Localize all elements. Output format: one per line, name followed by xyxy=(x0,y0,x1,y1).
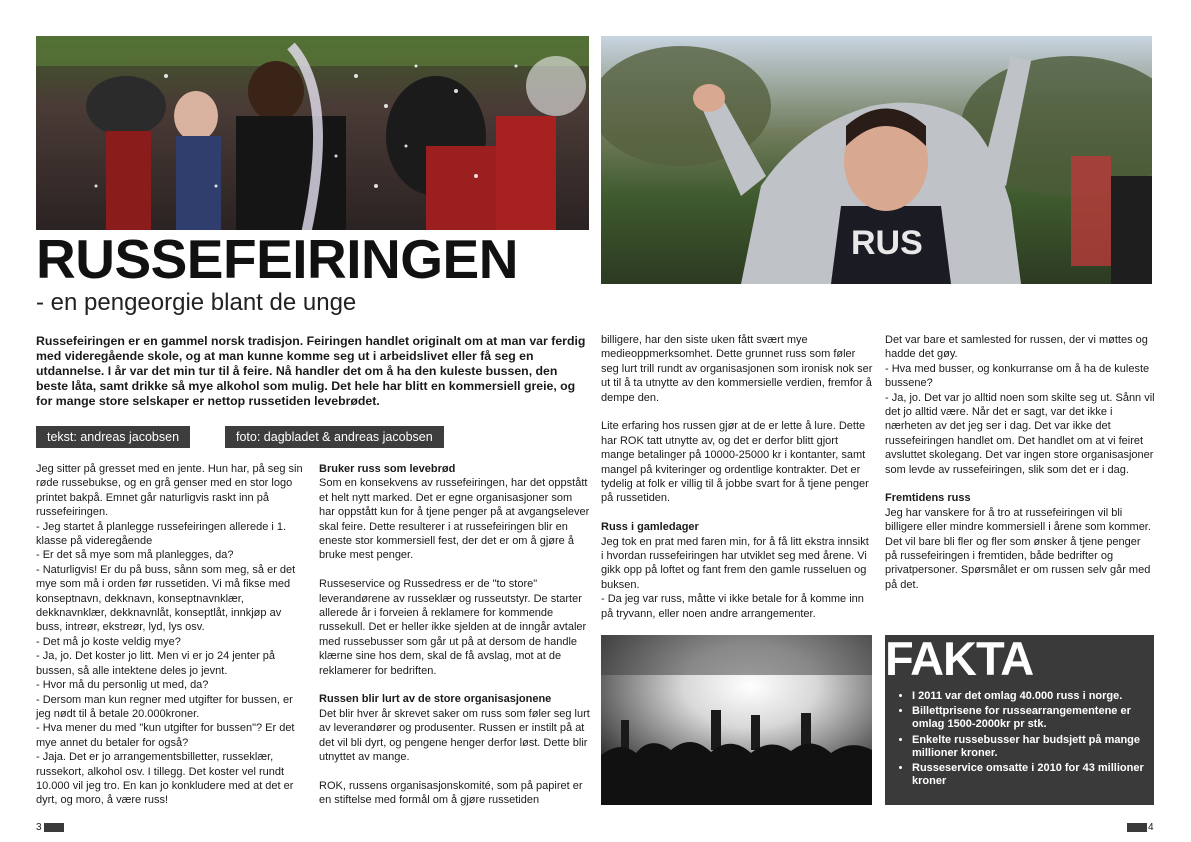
body-paragraph: ROK, russens organisasjonskomité, som på papiret er en stiftelse med formål om å gjøre russetiden xyxy=(319,779,583,807)
body-paragraph: Som en konsekvens av russefeiringen, har det oppstått et helt nytt marked. Det er egne organisasjoner som har oppstått kun for å tjene penger på at avgangselever skal feire. Dette resulterer i at russefeiringen blir en eneste stor kommersiell fest, der det er om å gjøre å bruke mest penger. xyxy=(319,477,590,562)
body-paragraph: Det var bare et samlested for russen, der vi møttes og hadde det gøy. - Hva med busser, og konkurranse om å ha de kuleste bussene? - Ja, jo. Det var jo alltid noen som skilte seg ut. Sånn vil det jo alltid være. Når det er sagt, var det ikke i nærheten av det jeg ser i dag. Det var ikke det russefeiringen handlet om. Det handlet om at vi feiret avsluttet skolegang. Det var ingen store organisasjoner som levde av russefeiringen, slik som det er i dag. xyxy=(885,334,1155,476)
article-title: RUSSEFEIRINGEN xyxy=(36,230,589,288)
page-number-right: 4 xyxy=(1148,822,1154,833)
page-bar-left xyxy=(44,823,64,832)
girl-in-hoodie-photo xyxy=(601,36,1152,284)
body-column-3 xyxy=(601,333,873,635)
fakta-item: • Billettprisene for russearrangementene er omlag 1500-2000kr pr stk. xyxy=(912,705,1162,731)
lead-paragraph: Russefeiringen er en gammel norsk tradisjon. Feiringen handlet originalt om at man var ferdig med videregående skole, og at man kunne komme seg ut i arbeidslivet eller få seg en utdannelse. I år var det min tur til å feire. Nå handler det om å ha den kuleste bussen, den beste låta, samt drikke så mye alkohol som mulig. Det hele har blitt en kommersiell greie, og for mange store selskaper er nettop russetiden levebrødet. xyxy=(36,334,586,409)
body-paragraph: Jeg har vanskere for å tro at russefeiringen vil bli billigere eller mindre kommersiell i årene som kommer. Det vil bare bli fler og fler som ønsker å tjene penger på russefeiringen i fremtiden, både bedrifter og privatpersoner. Spørsmålet er om russen selv går med på det. xyxy=(885,506,1151,591)
body-paragraph: Det blir hver år skrevet saker om russ som føler seg lurt av leverandører og produsenter. Russen er instilt på at det vil bli dyrt, og pengene henger derfor løst. Dette blir utnyttet av mange. xyxy=(319,707,590,764)
page-bar-right xyxy=(1127,823,1147,832)
fakta-item: • Enkelte russebusser har budsjett på mange millioner kroner. xyxy=(912,734,1162,760)
fakta-item: • Russeservice omsatte i 2010 for 43 millioner kroner xyxy=(912,762,1162,788)
body-column-2 xyxy=(319,462,591,822)
body-paragraph: Lite erfaring hos russen gjør at de er lette å lure. Dette har ROK tatt utnytte av, og det er derfor blitt gjort mange betalinger på 10000-25000 kr i kontanter, samt mangel på kviteringer og ordentlige kontrakter. Det er tydelig at folk er villig til å jobbe svart for å tjene penger på russetiden. xyxy=(601,420,869,505)
body-paragraph: billigere, har den siste uken fått svært mye medieoppmerksomhet. Dette grunnet russ som føler seg lurt trill rundt av organisasjonen som ironisk nok ser ut til å ta utnytte av den kommersielle verdien, fremfor å dempe den. xyxy=(601,334,873,404)
interview-paragraph: Jeg sitter på gresset med en jente. Hun har, på seg sin røde russebukse, og en grå genser med en stor logo printet bakpå. Emnet går naturligvis raskt inn på russefeiringen. - Jeg startet å planlegge russefeiringen allerede i 1. klasse på videregående - Er det så mye som må planlegges, da? - Naturligvis! Er du på buss, sånn som meg, så er det mye som må i orden før russetiden. Vi må fikse med konseptnavn, dekknavn, konseptnavnklær, dekknavnklær, dekknavnlåt, konseptlåt, innkjøp av buss, intreør, ekstreør, lyd, lys osv. - Det må jo koste veldig mye? - Ja, jo. Det koster jo litt. Men vi er jo 24 jenter på bussen, så alle intektene deles jo jevnt. - Hvor må du personlig ut med, da? - Dersom man kun regner med utgifter for bussen, er jeg nødt til å betale 20.000kroner. - Hva mener du med "kun utgifter for bussen"? Er det mye annet du betaler for også? - Jaja. Det er jo arrangementsbilletter, russeklær, russekort, alkohol osv. I tillegg. Det koster vel rundt 10.000 vil jeg tro. En kan jo konkludere med at det er dyrt, og moro, å være russ! xyxy=(36,463,303,807)
crowd-celebration-photo xyxy=(36,36,589,234)
text-credit-badge: tekst: andreas jacobsen xyxy=(36,426,190,448)
section-heading: Russ i gamledager xyxy=(601,521,699,534)
section-heading: Bruker russ som levebrød xyxy=(319,463,456,475)
section-heading: Russen blir lurt av de store organisasjonene xyxy=(319,693,552,706)
body-column-1 xyxy=(36,462,310,822)
body-paragraph: Russeservice og Russedress er de "to store" leverandørene av russeklær og russeutstyr. De starter allerede år i forveien å reklamere for kommende russekull. Det er heller ikke sjelden at de inngår avtaler med russebusser som går ut på at dersom de handle klærne sine hos dem, skal de få avslag, mot at de reklamerer for bedriften. xyxy=(319,578,587,677)
body-column-4 xyxy=(885,333,1155,607)
page-number-left: 3 xyxy=(36,822,42,833)
fakta-title: FAKTA xyxy=(885,632,1034,685)
fakta-item: • I 2011 var det omlag 40.000 russ i norge. xyxy=(912,690,1162,703)
fakta-box xyxy=(885,632,1154,805)
section-heading: Fremtidens russ xyxy=(885,492,971,505)
fakta-list xyxy=(898,690,1162,790)
photo-credit-badge: foto: dagbladet & andreas jacobsen xyxy=(225,426,444,448)
body-paragraph: Jeg tok en prat med faren min, for å få litt ekstra innsikt i hvordan russefeiringen har utviklet seg med årene. Vi gikk opp på loftet og fant frem den gamle russeluen og buksen. - Da jeg var russ, måtte vi ikke betale for å komme inn på tryvann, eller noen andre arrangementer. xyxy=(601,535,869,620)
concert-photo xyxy=(601,635,872,805)
svg-text:RUS: RUS xyxy=(851,224,923,262)
article-subtitle: - en pengeorgie blant de unge xyxy=(36,289,357,316)
